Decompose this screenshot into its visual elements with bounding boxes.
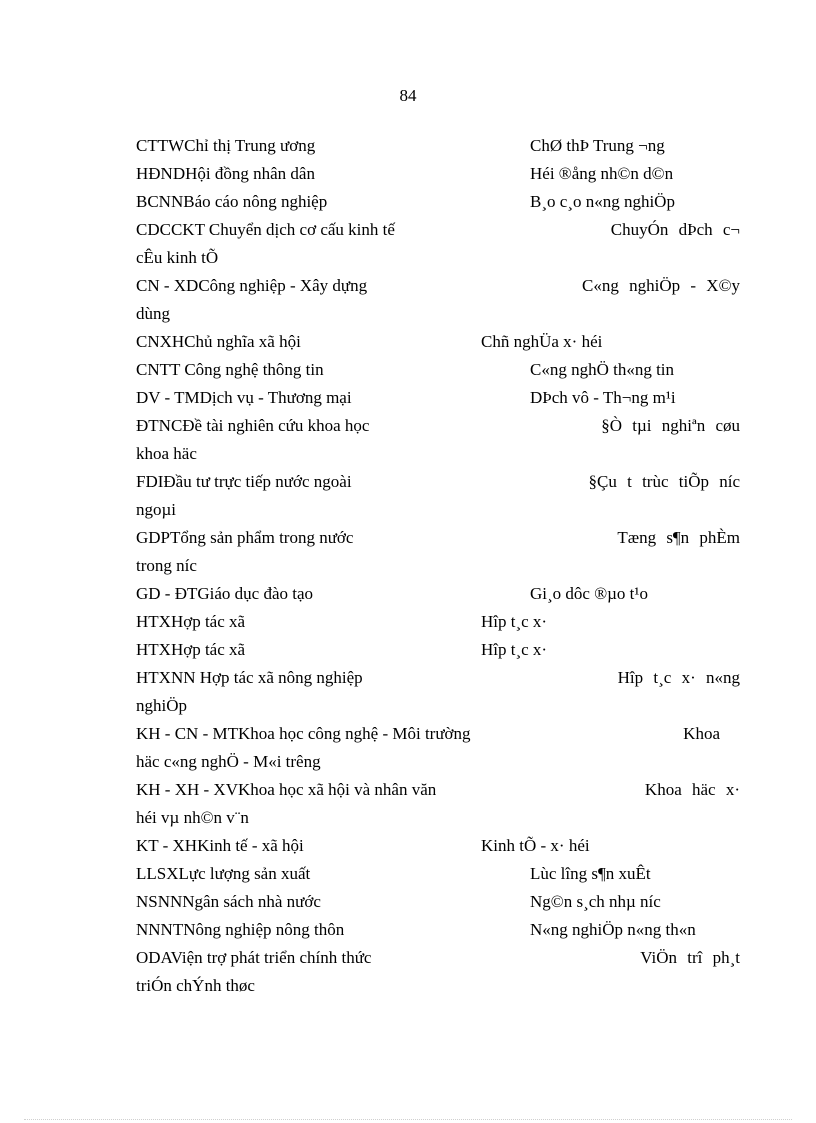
encoded-continuation: trong níc	[136, 556, 197, 575]
list-item	[136, 216, 740, 272]
encoded-text: Khoa	[683, 724, 720, 743]
encoded-text: Héi ®ång nh©n d©n	[530, 164, 674, 183]
abbreviation-term: ODAViện trợ phát triển chính thức	[136, 948, 372, 967]
list-item	[136, 832, 740, 860]
list-item	[136, 188, 740, 216]
encoded-text: C«ng nghÖ th«ng tin	[530, 360, 675, 379]
encoded-text: Khoa häc x·	[644, 780, 740, 799]
encoded-text: DÞch vô - Th¬ng m¹i	[530, 388, 676, 407]
list-item	[136, 356, 740, 384]
list-item	[136, 132, 740, 160]
encoded-continuation: häc c«ng nghÖ - M«i trêng	[136, 752, 321, 771]
abbreviation-term: HTXHợp tác xã	[136, 640, 246, 659]
abbreviation-term: FDIĐầu tư trực tiếp nước ngoài	[136, 472, 352, 491]
abbreviation-term: LLSXLực lượng sản xuất	[136, 864, 311, 883]
encoded-continuation: nghiÖp	[136, 696, 187, 715]
list-item	[136, 328, 740, 356]
encoded-text: Lùc lîng s¶n xuÊt	[530, 864, 651, 883]
page-number: 84	[399, 86, 417, 105]
encoded-text: Hîp t¸c x· n«ng	[617, 668, 740, 687]
encoded-text: C«ng nghiÖp - X©y	[582, 276, 740, 295]
list-item	[136, 384, 740, 412]
abbreviation-term: CDCCKT Chuyển dịch cơ cấu kinh tế	[136, 220, 395, 239]
encoded-text: ViÖn trî ph¸t	[640, 948, 740, 967]
list-item	[136, 720, 740, 776]
encoded-text: Hîp t¸c x·	[481, 640, 548, 659]
abbreviation-term: KT - XHKinh tế - xã hội	[136, 836, 304, 855]
encoded-text: B¸o c¸o n«ng nghiÖp	[530, 192, 675, 211]
list-item	[136, 608, 740, 636]
encoded-text: ChØ thÞ Trung ¬ng	[530, 136, 665, 155]
abbreviation-term: ĐTNCĐề tài nghiên cứu khoa học	[136, 416, 370, 435]
encoded-text: Hîp t¸c x·	[481, 612, 548, 631]
encoded-text: Kinh tÕ - x· héi	[481, 836, 590, 855]
abbreviation-term: NNNTNông nghiệp nông thôn	[136, 920, 345, 939]
abbreviation-term: CN - XDCông nghiệp - Xây dựng	[136, 276, 368, 295]
encoded-continuation: héi vµ nh©n v¨n	[136, 808, 249, 827]
list-item	[136, 524, 740, 580]
list-item	[136, 888, 740, 916]
encoded-text: Tæng s¶n phÈm	[617, 528, 740, 547]
page-bottom-rule	[24, 1119, 792, 1120]
abbreviation-term: GDPTổng sản phẩm trong nước	[136, 528, 354, 547]
abbreviation-list	[136, 132, 740, 1000]
encoded-text: §Çu t trùc tiÕp níc	[588, 472, 740, 491]
encoded-continuation: triÓn chÝnh thøc	[136, 976, 255, 995]
abbreviation-term: GD - ĐTGiáo dục đào tạo	[136, 584, 314, 603]
abbreviation-term: CTTWChỉ thị Trung ương	[136, 136, 316, 155]
list-item	[136, 664, 740, 720]
abbreviation-term: HTXNN Hợp tác xã nông nghiệp	[136, 668, 363, 687]
list-item	[136, 776, 740, 832]
abbreviation-term: CNTT Công nghệ thông tin	[136, 360, 324, 379]
encoded-continuation: khoa häc	[136, 444, 197, 463]
encoded-text: Ng©n s¸ch nhµ níc	[530, 892, 661, 911]
list-item	[136, 636, 740, 664]
encoded-text: N«ng nghiÖp n«ng th«n	[530, 920, 696, 939]
abbreviation-term: DV - TMDịch vụ - Thương mại	[136, 388, 352, 407]
list-item	[136, 944, 740, 1000]
encoded-continuation: cÊu kinh tÕ	[136, 248, 219, 267]
encoded-text: §Ò tµi nghiªn cøu	[601, 416, 740, 435]
abbreviation-term: NSNNNgân sách nhà nước	[136, 892, 321, 911]
list-item	[136, 160, 740, 188]
abbreviation-term: BCNNBáo cáo nông nghiệp	[136, 192, 328, 211]
list-item	[136, 412, 740, 468]
encoded-continuation: dùng	[136, 304, 170, 323]
abbreviation-term: KH - XH - XVKhoa học xã hội và nhân văn	[136, 780, 437, 799]
list-item	[136, 468, 740, 524]
list-item	[136, 272, 740, 328]
encoded-continuation: ngoµi	[136, 500, 177, 519]
encoded-text: Chñ nghÜa x· héi	[481, 332, 603, 351]
encoded-text: Gi¸o dôc ®µo t¹o	[530, 584, 648, 603]
list-item	[136, 580, 740, 608]
list-item	[136, 916, 740, 944]
abbreviation-term: KH - CN - MTKhoa học công nghệ - Môi trường	[136, 724, 471, 743]
encoded-text: ChuyÓn dÞch c¬	[610, 220, 740, 239]
list-item	[136, 860, 740, 888]
abbreviation-term: HĐNDHội đồng nhân dân	[136, 164, 315, 183]
abbreviation-term: HTXHợp tác xã	[136, 612, 246, 631]
abbreviation-term: CNXHChủ nghĩa xã hội	[136, 332, 301, 351]
